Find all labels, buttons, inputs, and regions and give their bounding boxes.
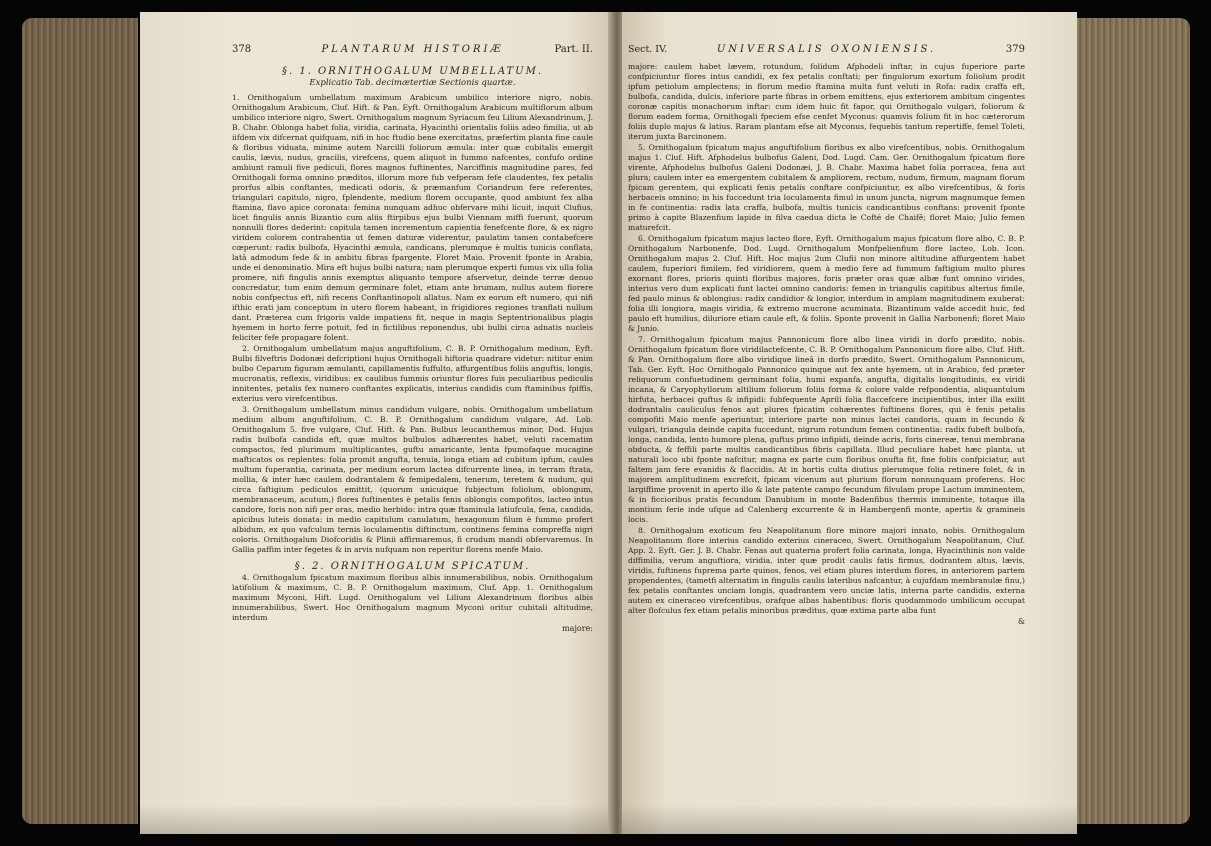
- left-page: [140, 12, 613, 834]
- left-running-head: [232, 44, 593, 62]
- left-page-edges: [22, 18, 138, 824]
- part-label: Part. II.: [554, 44, 593, 55]
- left-catchword: majore:: [562, 624, 593, 633]
- paragraph-7: 7. Ornithogalum fpicatum majus Pannonicum flore albo linea viridi in dorfo prædito, nobis. Ornithogalum fpicatum flore viridilactefcente, C. B. P. Ornithogalum Pannonicum flore albo, Cluf. Hift. & Pan. Ornithogalum flore albo viridique lineâ in dorfo prædito, Swert. Ornithogalum Pannonicum, Tab. Ger. Eyft. Hoc Ornithogalo Pannonico quinque aut fex ante hyemem, ut in Arabico, fed præter reliquorum confuetudinem germinant folia, humi expanfa, angufta, digitalis longitudinis, ex viridi incana, & Caryophyllorum altilium foliorum foliis forma & colore valde refpondentia, aliquantulum hirfuta, herbacei guftus & infipidi: fubfequente Aprili folia flaccefcere incipientibus, inter illa exilit dodrantalis cauliculus fenos aut plures fpicatim cohærentes fuftinens flores, qui è fenis petalis compofiti Maio menfe aperiuntur, interiore parte non minus lactei candoris, quam in fecundo & vulgari, triangula deinde capita fuccedunt, nigrum rotundum femen continentia: radix fubeft bulbofa, longa, candida, lento humore plena, guftus primo infipidi, deinde acris, foris cinereæ, tenui membrana obducta, & feffili parte multis candicantibus fibris capillata. Illud peculiare habet hæc planta, ut naturali loco ubi fponte nafcitur, magna ex parte cum floribus onufta fit, fine foliis confpiciatur, aut faltem jam fere evanidis & flaccidis. At in hortis culta diutius plerumque folia retinere folet, & in majorem amplitudinem excrefcit, fpicam vicenum aut plurium florum nonnunquam proferens. Hoc largiffime provenit in aperto illo & late patente campo fecundum filvulam prope Lactum imminentem, & in ficcioribus pratis fecundum Danubium in monte Badenfibus thermis imminente, totaque illa montium ferie inde ufque ad Calenberg excurrente & in Hambergenfi monte, apertis & gramineis locis.: [628, 335, 1025, 524]
- right-page-edges: [1076, 18, 1190, 824]
- right-running-title: UNIVERSALIS OXONIENSIS.: [716, 44, 937, 55]
- paragraph-8: 8. Ornithogalum exoticum feu Neapolitanum flore minore majori innato, nobis. Ornithogalum Neapolitanum flore interius candido exterius cineraceo, Swert. Ornithogalum Neapolitanum, Cluf. App. 2. Eyft. Ger. J. B. Chabr. Fenas aut quaterna profert folia carinata, longa, Hyacinthinis non valde diffimilia, verum anguftiora, viridia, inter quæ prodit caulis fatis firmus, dodrantem altus, lævis, viridis, fuftinens fuprema parte quinos, fenos, vel etiam plures interdum flores, in anteriorem partem propendentes, (tametfi alternatim in fingulis caulis lateribus nafcantur, à cujufdam membranulæ finu,) fex petalis conftantes unciam longis, quadrantem vero unciæ latis, interna parte candidis, externa autem ex cineraceo virefcentibus, orafque albas habentibus: floris quodammodo umbilicum occupat alter flofculus fex etiam petalis minoribus præditus, quæ extima parte alba funt: [628, 526, 1025, 615]
- paragraph-1: 1. Ornithogalum umbellatum maximum Arabicum umbilico interiore nigro, nobis. Ornithogalum Arabicum, Cluf. Hift. & Pan. Eyft. Ornithogalum Arabicum multiflorum album umbilico interiore nigro, Swert. Ornithogalum magnum Syriacum feu Lilium Alexandrinum, J. B. Chabr. Oblonga habet folia, viridia, carinata, Hyacinthi orientalis foliis adeo fimilia, ut ab iifdem vix difcernat quifquam, nifi in hoc ftudio bene exercitatus, præfertim planta fine caule & floribus viduata, minime autem Narcilli foliorum æmula: inter quæ cubitalis emergit caulis, lævis, nudus, gracilis, virefcens, quem aliquot in fummo nafcentes, confufo ordine ambiunt ramuli five pediculi, flores magnos fuftinentes, Narciffinis magnitudine pares, fed Ornithogali forma omnino præditos, illorum more fub vefperam fefe claudentes, fex petalis prorfus albis conftantes, medicati odoris, & præmanfum Coriandrum fere referentes, triangulari capitulo, nigro, fplendente, medium florem occupante, quod ambiunt fex alba ftamina, flavo apice coronata: femina nunquam adhuc obfervare mihi licuit, inquit Clufius, licet fingulis annis Bizantio cum aliis ftirpibus ejus bulbi Viennam miffi fuerunt, quorum nonnulli flores dederint: capitula tamen incrementum capientia fenefcente flore, & ex nigro viridem colorem contrahentia ut femen daturæ viderentur, paulatim tamen contabefcere cœperunt: radix bulbofa, Hyacinthi æmula, candicans, plerumque è multis tunicis conflata, latâ admodum fede & in ambitu fibras fpargente. Floret Maio. Provenit fponte in Arabia, unde ei denominatio. Mira eft hujus bulbi natura; nam plerumque experti fumus vix ulla folia promere, nifi fingulis annis exemptus aliquanto tempore afservetur, deinde terræ denuo concredatur, tum enim demum germinare folet, etiam ante brumam, nullus autem florere nobis confpectus eft, nifi recens Conftantinopoli allatus. Nam ex eorum eft numero, qui nifi ifthic erati jam conceptum in utero florem habeant, in frigidiores regiones tranflati nullum dant. Præterea cum frigoris valde impatiens fit, neque in magis Septentrionalibus plagis hyemem in horto ferre potuit, fed in fictilibus reponendus, ubi bulbi circa adnatis nucleis feliciter fefe propagare folent.: [232, 93, 593, 342]
- right-page: [622, 12, 1077, 834]
- paragraph-6: 6. Ornithogalum fpicatum majus lacteo flore, Eyft. Ornithogalum majus fpicatum flore albo, C. B. P. Ornithogalum Narbonenfe, Dod. Lugd. Ornithogalum Monfpelienfium flore lacteo, Lob. Icon. Ornithogalum majus 2. Cluf. Hift. Hoc majus 2um Clufii non minore altitudine affurgentem habet caulem, fuperiori fimilem, fed viridiorem, quem à medio fere ad fummum faftigium multo plures exornant flores, prioris quinti floribus majores, foris præter oras quæ albæ funt omnino virides, interius vero dum explicati funt lactei omnino candoris: femen in triangulis capitibus alterius fimile, fed paulo minus & oblongius: radix candidior & longior, interdum in amplam magnitudinem exuberat: folia illi longiora, magis viridia, & extremo mucrone acuminata. Bizantinum valde accedit huic, fed paulo eft humilius, diluriore etiam caule eft, & foliis. Sponte provenit in Gallia Narbonenfi; floret Maio & Junio.: [628, 234, 1025, 333]
- section-subheading: Explicatio Tab. decimætertiæ Sectionis quartæ.: [309, 78, 516, 88]
- paragraph-5: 5. Ornithogalum fpicatum majus anguftifolium floribus ex albo virefcentibus, nobis. Ornithogalum majus 1. Cluf. Hift. Afphodelus bulbofus Galeni, Dod. Lugd. Cam. Ger. Ornithogalum fpicatum flore virente, Afphodelus bulbofus Galeni Dodonæi, J. B. Chabr. Maxima habet folia porracea, fena aut plura; caulem inter ea emergentem cubitalem & ampliorem, rectum, nudum, firmum, magnam florum fpicam gerentem, qui explicati fenis petalis conftare confpiciuntur, ex albo virefcentibus, & foris herbaceis omnino; in his fuccedunt tria loculamenta fimul in unum juncta, nigrum magnumque femen in fe continentia: radix lata craffa, bulbofa, multis tunicis candicantibus conftans: provenit fponte primo à capite Blazenfium lapide in filva caedua dicta le Cofté de Chaifê; floret Maio; Julio femen maturefcit.: [628, 143, 1025, 232]
- paragraph-3: 3. Ornithogalum umbellatum minus candidum vulgare, nobis. Ornithogalum umbellatum medium album anguftifolium, C. B. P. Ornithogalum candidum vulgare, Ad. Lob. Ornithogalum 5. five vulgare, Cluf. Hift. & Pan. Bulbus leucanthemus minor, Dod. Hujus radix bulbofa candida eft, quæ multos bulbulos adhærentes habet, veluti racematim compactos, fed plurimum multiplicantes, guftu amaricante, lenta fpumofaque mucagine mafticatos os replentes: folia promit angufta, tenuia, longa etiam ad cubitum ipfum, caules multum fuperantia, carinata, per medium eorum lactea difcurrente linea, in terram ftrata, mollia, & inter hæc caulem dodrantalem & femipedalem, tenerum, teretem & nudum, qui circa faftigium pediculos emittit, (quorum unicuique fubjectum foliolum, oblongum, membranaceum, acutum,) flores fuftinentes è petalis fenis oblongis compofitos, lacteo intus candore, foris non nifi per oras, medio herbido: intra quæ ftaminula latiufcula, fena, candida, apicibus luteis donata: in medio capitulum canulatum, hexagonum filum è fummo profert albidum, ex quo vafculum ternis loculamentis diftinctum, continens femina compreffa nigri coloris. Ornithogalum Diofcoridis & Plinii affirmaremus, fi crudum mandi obfervaremus. In Gallia paffim inter fegetes & in arvis nufquam non reperitur florens menfe Maio.: [232, 405, 593, 554]
- section-label: Sect. IV.: [628, 44, 668, 55]
- paragraph-continued: majore: caulem habet lævem, rotundum, folidum Afphodeli inftar, in cujus fuperiore parte confpiciuntur flores intus candidi, ex fex petalis conftati; per fingulorum exortum foliolum prodit ipfum petiolum amplectens; in florum medio ftamina multa funt veluti in Rofa: radix craffa eft, bulbofa, candida, dulcis, inferiore parte fibras in orbem emittens, ejus exteriorem ambitum cingentes coronæ capitis monachorum inftar: cum idem huic fit fapor, qui Ornithogalo vulgari, foliorum & florum eadem forma, Ornithogali fpeciem efse cenfet Myconus: quamvis folium fit in hoc cæterorum foliis duplo majus & latius. Raram plantam efse ait Myconus, fequebis tantum repertiffe, femel Toleti, iterum juxta Barcinonem.: [628, 62, 1025, 141]
- left-running-title: PLANTARUM HISTORIÆ: [321, 44, 504, 55]
- section-heading-umbellatum: §. 1. ORNITHOGALUM UMBELLATUM.: [281, 66, 544, 77]
- right-running-head: [628, 44, 1025, 62]
- paragraph-2: 2. Ornithogalum umbellatum majus anguftifolium, C. B. P. Ornithogalum medium, Eyft. Bulbi filveftris Dodonæi defcriptioni hujus Ornithogali hiftoria quadrare videtur: nititur enim bulbo Ceparum figuram æmulanti, capillamentis fuffulto, affurgentibus foliis anguftis, longis, mucronatis, reflexis, viridibus: ex caulibus fummis oriuntur flores fuis peculiaribus pediculis innitentes, petalis fex numero conftantes explicatis, interius candidis cum ftaminibus fpiffis, exterius vero virefcentibus.: [232, 344, 593, 403]
- section-heading-spicatum: §. 2. ORNITHOGALUM SPICATUM.: [294, 561, 531, 572]
- right-catchword: &: [1017, 617, 1025, 626]
- page-shadow: [622, 804, 1077, 834]
- left-page-number: 378: [232, 44, 252, 55]
- right-page-number: 379: [1005, 44, 1025, 55]
- paragraph-4: 4. Ornithogalum fpicatum maximum floribus albis innumerabilibus, nobis. Ornithogalum latifolium & maximum, C. B. P. Ornithogalum maximum, Cluf. App. 1. Ornithogalum maximum Myconi, Hift. Lugd. Ornithogalum vel Lilium Alexandrinum floribus albis innumerabilibus, Swert. Hoc Ornithogalum magnum Myconi oritur cubitali altitudine, interdum: [232, 573, 593, 622]
- page-shadow: [140, 804, 613, 834]
